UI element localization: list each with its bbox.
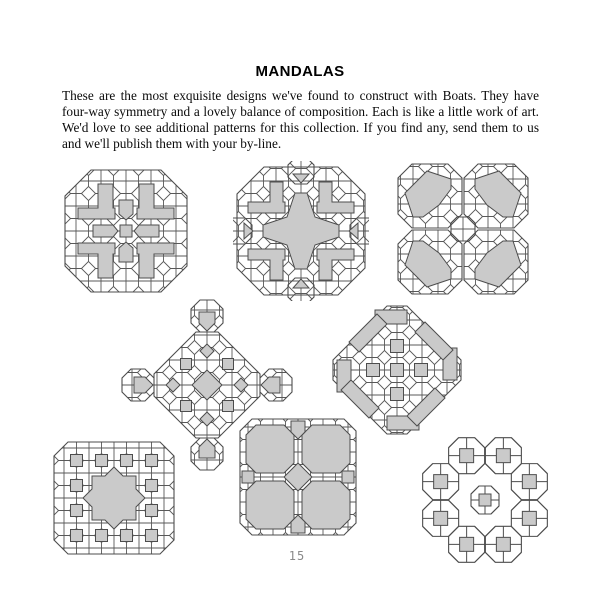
- intro-paragraph: These are the most exquisite designs we've found to construct with Boats. They have four-way symmetry and a lovely balance of composition. Each is like a little work of art. We'd love to see additional patterns for this collection. If you find any, send them to us and we'll publish them with your by-line.: [62, 88, 539, 151]
- mandala-figure-3: [395, 161, 531, 297]
- mandala-figure-6-drawing: [52, 440, 176, 556]
- mandala-figure-7: [236, 415, 360, 539]
- mandala-figure-2-drawing: [233, 161, 369, 301]
- mandala-figure-6: [52, 440, 176, 556]
- mandala-figure-2: [233, 161, 369, 301]
- mandala-figure-1-drawing: [59, 161, 193, 301]
- mandala-figure-8: [417, 433, 553, 567]
- mandala-figure-8-drawing: [417, 433, 553, 567]
- mandala-figure-1: [59, 161, 193, 301]
- page-title: MANDALAS: [255, 63, 345, 80]
- mandala-figure-7-drawing: [236, 415, 360, 539]
- page-number: 15: [288, 549, 306, 563]
- mandala-figure-3-drawing: [395, 161, 531, 297]
